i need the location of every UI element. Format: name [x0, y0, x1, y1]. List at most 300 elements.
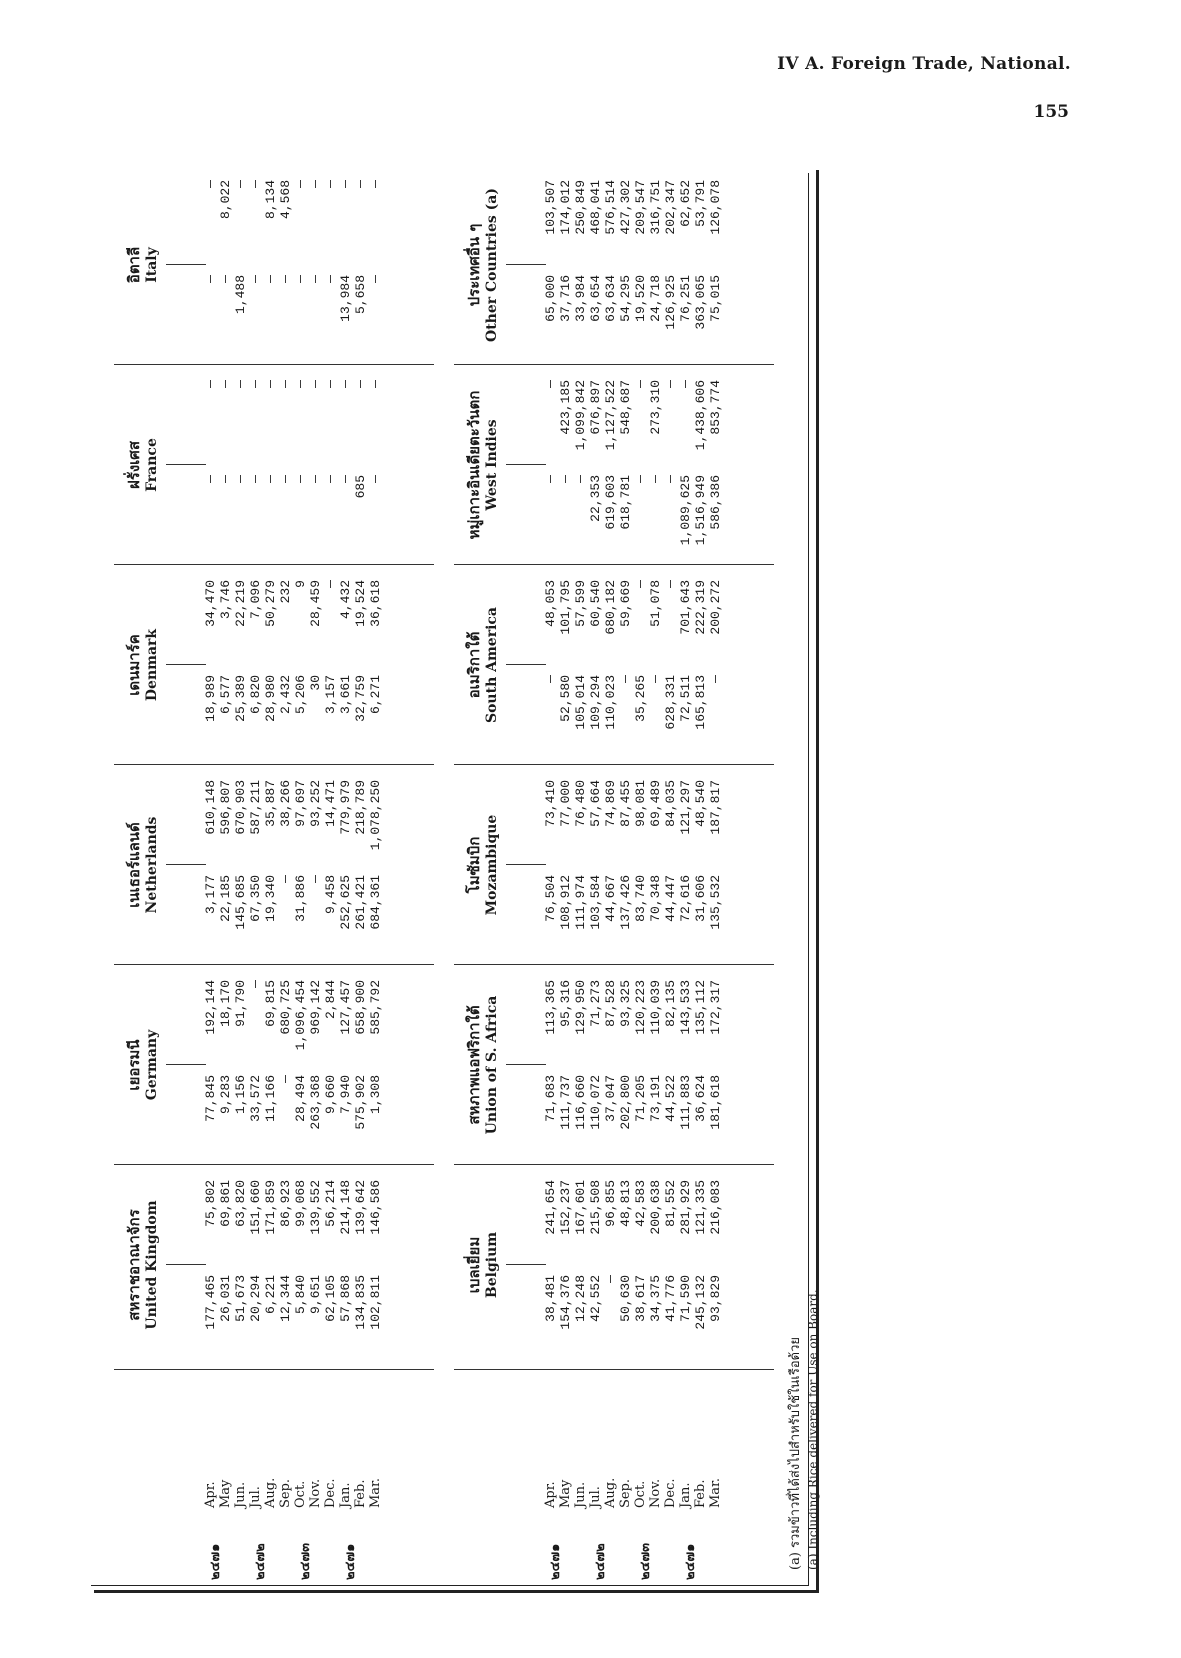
month-label: Jun. — [573, 1481, 588, 1508]
table-cell: 4,432 — [338, 580, 353, 620]
table-cell: 187,817 — [708, 780, 723, 835]
table-cell: 13,984 — [338, 275, 353, 322]
table-cell: 24,718 — [648, 275, 663, 322]
subcolumn-divider — [506, 1064, 546, 1065]
table-cell: 18,170 — [218, 980, 233, 1027]
table-cell: — — [603, 1275, 618, 1283]
table-cell: 113,365 — [543, 980, 558, 1035]
table-cell: — — [573, 475, 588, 483]
table-cell: 28,494 — [293, 1075, 308, 1122]
table-cell: — — [648, 675, 663, 683]
table-cell: 127,457 — [338, 980, 353, 1035]
country-column — [454, 770, 774, 960]
table-cell: 172,317 — [708, 980, 723, 1035]
table-cell: 65,000 — [543, 275, 558, 322]
table-cell: 108,912 — [558, 875, 573, 930]
table-cell: 33,572 — [248, 1075, 263, 1122]
table-cell: — — [368, 475, 383, 483]
year-bracket-label: ๒๔๗๑ — [343, 1543, 358, 1580]
country-column — [454, 570, 774, 760]
table-cell: 250,849 — [573, 180, 588, 235]
table-cell: 12,344 — [278, 1275, 293, 1322]
table-cell: — — [218, 275, 233, 283]
table-cell: 111,737 — [558, 1075, 573, 1130]
table-cell: 596,807 — [218, 780, 233, 835]
table-cell: 82,135 — [663, 980, 678, 1027]
table-cell: 87,455 — [618, 780, 633, 827]
subcolumn-divider — [166, 1264, 206, 1265]
table-cell: — — [323, 275, 338, 283]
table-cell: — — [663, 475, 678, 483]
column-divider — [454, 564, 774, 565]
table-cell: 75,802 — [203, 1180, 218, 1227]
month-label: Apr. — [203, 1481, 218, 1508]
country-thai-name: โมซัมบิก — [465, 836, 483, 894]
column-divider — [114, 364, 434, 365]
table-cell: 215,508 — [588, 1180, 603, 1235]
table-cell: 44,447 — [663, 875, 678, 922]
country-english-name: South America — [484, 606, 500, 724]
table-cell: 99,068 — [293, 1180, 308, 1227]
month-label: Nov. — [308, 1478, 323, 1508]
table-cell: — — [618, 675, 633, 683]
table-cell: 105,014 — [573, 675, 588, 730]
month-label: Dec. — [323, 1478, 338, 1508]
table-cell: 103,584 — [588, 875, 603, 930]
table-cell: 853,774 — [708, 380, 723, 435]
table-cell: 1,096,454 — [293, 980, 308, 1051]
table-cell: 111,883 — [678, 1075, 693, 1130]
subcolumn-divider — [166, 664, 206, 665]
table-cell: 1,516,949 — [693, 475, 708, 546]
month-label: Jul. — [248, 1486, 263, 1508]
footnote-thai: (a) รวมข้าวที่ได้ส่งไปสำหรับใช้ในเรือด้วย — [788, 1336, 803, 1570]
table-cell: 38,266 — [278, 780, 293, 827]
table-cell: 48,813 — [618, 1180, 633, 1227]
table-cell: 109,294 — [588, 675, 603, 730]
table-cell: 1,089,625 — [678, 475, 693, 546]
table-cell: 36,618 — [368, 580, 383, 627]
table-cell: 34,470 — [203, 580, 218, 627]
month-label: Oct. — [293, 1480, 308, 1508]
month-label: Jan. — [338, 1482, 353, 1508]
table-cell: — — [233, 180, 248, 188]
table-cell: 77,845 — [203, 1075, 218, 1122]
table-cell: 53,791 — [693, 180, 708, 227]
table-cell: 151,660 — [248, 1180, 263, 1235]
table-cell: — — [263, 275, 278, 283]
month-label: Dec. — [663, 1478, 678, 1508]
table-cell: 35,887 — [263, 780, 278, 827]
table-cell: 67,350 — [248, 875, 263, 922]
table-cell: 70,348 — [648, 875, 663, 922]
table-cell: — — [543, 380, 558, 388]
table-cell: 31,606 — [693, 875, 708, 922]
table-cell: 81,552 — [663, 1180, 678, 1227]
table-cell: 42,583 — [633, 1180, 648, 1227]
table-cell: — — [323, 580, 338, 588]
table-cell: — — [308, 475, 323, 483]
table-cell: 32,759 — [353, 675, 368, 722]
table-cell: 37,716 — [558, 275, 573, 322]
table-cell: 9,458 — [323, 875, 338, 915]
country-english-name: Netherlands — [144, 816, 160, 914]
table-cell: 91,790 — [233, 980, 248, 1027]
column-divider — [114, 564, 434, 565]
table-cell: 587,211 — [248, 780, 263, 835]
table-cell: 71,590 — [678, 1275, 693, 1322]
table-cell: — — [323, 380, 338, 388]
table-cell: 423,185 — [558, 380, 573, 435]
country-thai-name: อเมริกาใต้ — [465, 631, 483, 699]
table-cell: 72,511 — [678, 675, 693, 722]
month-label: Mar. — [368, 1478, 383, 1508]
table-cell: 73,191 — [648, 1075, 663, 1122]
table-cell: 51,078 — [648, 580, 663, 627]
table-cell: 684,361 — [368, 875, 383, 930]
table-cell: 93,325 — [618, 980, 633, 1027]
month-label: Feb. — [353, 1479, 368, 1508]
country-column — [114, 370, 434, 560]
table-cell: — — [203, 380, 218, 388]
table-cell: 658,900 — [353, 980, 368, 1035]
table-cell: — — [543, 475, 558, 483]
table-cell: 48,540 — [693, 780, 708, 827]
table-cell: 93,829 — [708, 1275, 723, 1322]
table-cell: 101,795 — [558, 580, 573, 635]
country-column — [454, 970, 774, 1160]
table-cell: 174,012 — [558, 180, 573, 235]
country-column — [454, 1170, 774, 1360]
table-cell: 167,601 — [573, 1180, 588, 1235]
table-cell: 676,897 — [588, 380, 603, 435]
table-cell: — — [308, 180, 323, 188]
table-cell: 1,438,606 — [693, 380, 708, 451]
table-cell: — — [663, 580, 678, 588]
table-cell: — — [263, 380, 278, 388]
table-cell: 145,685 — [233, 875, 248, 930]
table-cell: 121,297 — [678, 780, 693, 835]
column-divider — [114, 964, 434, 965]
table-cell: 468,041 — [588, 180, 603, 235]
table-cell: 137,426 — [618, 875, 633, 930]
table-cell: — — [248, 180, 263, 188]
table-cell: — — [203, 180, 218, 188]
table-cell: 71,273 — [588, 980, 603, 1027]
table-cell: 25,389 — [233, 675, 248, 722]
country-english-name: United Kingdom — [144, 1200, 160, 1330]
table-cell: 110,039 — [648, 980, 663, 1035]
table-cell: 218,789 — [353, 780, 368, 835]
subcolumn-divider — [166, 264, 206, 265]
table-cell: 63,820 — [233, 1180, 248, 1227]
table-cell: 9,660 — [323, 1075, 338, 1115]
table-cell: 126,078 — [708, 180, 723, 235]
table-cell: 41,776 — [663, 1275, 678, 1322]
table-cell: 11,166 — [263, 1075, 278, 1122]
subcolumn-divider — [506, 264, 546, 265]
year-bracket-label: ๒๔๗๒ — [593, 1543, 608, 1580]
year-bracket-label: ๒๔๗๑ — [683, 1543, 698, 1580]
table-cell: 9,651 — [308, 1275, 323, 1315]
table-cell: — — [278, 1075, 293, 1083]
month-label: Aug. — [263, 1477, 278, 1508]
table-cell: 76,480 — [573, 780, 588, 827]
table-cell: 34,375 — [648, 1275, 663, 1322]
table-cell: 56,214 — [323, 1180, 338, 1227]
month-label: Jul. — [588, 1486, 603, 1508]
table-cell: — — [278, 275, 293, 283]
table-cell: 71,683 — [543, 1075, 558, 1122]
table-cell: 50,279 — [263, 580, 278, 627]
table-cell: 126,925 — [663, 275, 678, 330]
table-cell: 316,751 — [648, 180, 663, 235]
table-cell: 171,859 — [263, 1180, 278, 1235]
table-cell: — — [293, 275, 308, 283]
month-label: Jan. — [678, 1482, 693, 1508]
table-cell: 98,081 — [633, 780, 648, 827]
table-cell: — — [368, 380, 383, 388]
table-cell: 121,335 — [693, 1180, 708, 1235]
country-thai-name: เนเธอร์แลนด์ — [125, 822, 143, 908]
table-cell: — — [293, 180, 308, 188]
country-english-name: West Indies — [484, 419, 500, 511]
table-cell: 36,624 — [693, 1075, 708, 1122]
month-label: Feb. — [693, 1479, 708, 1508]
table-cell: 4,568 — [278, 180, 293, 220]
table-cell: 28,459 — [308, 580, 323, 627]
country-english-name: Denmark — [144, 628, 160, 702]
table-cell: 685 — [353, 475, 368, 499]
table-cell: 1,127,522 — [603, 380, 618, 451]
table-cell: 177,465 — [203, 1275, 218, 1330]
table-cell: 102,811 — [368, 1275, 383, 1330]
country-english-name: Mozambique — [484, 814, 500, 916]
table-cell: 54,295 — [618, 275, 633, 322]
table-cell: 252,625 — [338, 875, 353, 930]
table-cell: 216,083 — [708, 1180, 723, 1235]
footnote-english: (a) Including Rice delivered for Use on Board. — [806, 1289, 820, 1570]
table-cell: 6,577 — [218, 675, 233, 715]
year-bracket-label: ๒๔๗๓ — [638, 1542, 653, 1580]
table-cell: 60,540 — [588, 580, 603, 627]
month-label: Jun. — [233, 1481, 248, 1508]
table-cell: — — [633, 380, 648, 388]
table-cell: — — [233, 475, 248, 483]
year-bracket-label: ๒๔๗๑ — [208, 1543, 223, 1580]
table-cell: — — [708, 675, 723, 683]
bottom-band — [454, 170, 774, 1590]
table-cell: 202,347 — [663, 180, 678, 235]
table-cell: 1,308 — [368, 1075, 383, 1115]
table-cell: 120,223 — [633, 980, 648, 1035]
table-cell: 12,248 — [573, 1275, 588, 1322]
country-column — [114, 170, 434, 360]
table-cell: 97,697 — [293, 780, 308, 827]
table-cell: 134,835 — [353, 1275, 368, 1330]
country-thai-name: หมู่เกาะอินเดียตะวันตก — [465, 390, 483, 540]
table-cell: 2,432 — [278, 675, 293, 715]
country-column — [114, 1170, 434, 1360]
table-cell: 22,185 — [218, 875, 233, 922]
table-cell: 263,368 — [308, 1075, 323, 1130]
table-cell: 69,861 — [218, 1180, 233, 1227]
table-cell: 20,294 — [248, 1275, 263, 1322]
table-cell: — — [338, 180, 353, 188]
column-divider — [114, 764, 434, 765]
table-cell: — — [248, 980, 263, 988]
country-thai-name: เบลเยี่ยม — [465, 1236, 483, 1294]
table-cell: 273,310 — [648, 380, 663, 435]
table-cell: 14,471 — [323, 780, 338, 827]
table-cell: — — [218, 475, 233, 483]
table-cell: 42,552 — [588, 1275, 603, 1322]
table-cell: 77,000 — [558, 780, 573, 827]
table-cell: 135,112 — [693, 980, 708, 1035]
table-cell: 84,035 — [663, 780, 678, 827]
table-cell: 6,820 — [248, 675, 263, 715]
table-cell: 76,504 — [543, 875, 558, 922]
table-cell: 75,015 — [708, 275, 723, 322]
country-thai-name: อิตาลี — [125, 246, 143, 284]
table-cell: — — [248, 475, 263, 483]
table-cell: 1,156 — [233, 1075, 248, 1115]
table-cell: — — [558, 475, 573, 483]
subcolumn-divider — [166, 864, 206, 865]
table-cell: — — [263, 475, 278, 483]
table-cell: 969,142 — [308, 980, 323, 1035]
table-cell: 427,302 — [618, 180, 633, 235]
country-thai-name: เยอรมนี — [125, 1039, 143, 1091]
month-label: Mar. — [708, 1478, 723, 1508]
table-cell: — — [278, 380, 293, 388]
table-cell: 30 — [308, 675, 323, 691]
table-cell: 610,148 — [203, 780, 218, 835]
table-cell: 22,219 — [233, 580, 248, 627]
table-cell: 44,522 — [663, 1075, 678, 1122]
rotated-table — [94, 170, 820, 1590]
table-cell: 86,923 — [278, 1180, 293, 1227]
table-cell: — — [648, 475, 663, 483]
table-cell: 110,023 — [603, 675, 618, 730]
table-cell: 200,638 — [648, 1180, 663, 1235]
table-cell: 214,148 — [338, 1180, 353, 1235]
table-cell: 143,533 — [678, 980, 693, 1035]
table-cell: 202,800 — [618, 1075, 633, 1130]
country-thai-name: เดนมาร์ค — [125, 634, 143, 696]
table-cell: 48,053 — [543, 580, 558, 627]
table-cell: — — [323, 180, 338, 188]
table-cell: 680,182 — [603, 580, 618, 635]
table-cell: 33,984 — [573, 275, 588, 322]
table-cell: 281,929 — [678, 1180, 693, 1235]
table-cell: 1,488 — [233, 275, 248, 315]
column-divider — [454, 964, 774, 965]
month-label: Aug. — [603, 1477, 618, 1508]
table-cell: 7,096 — [248, 580, 263, 620]
subcolumn-divider — [506, 864, 546, 865]
subcolumn-divider — [166, 1064, 206, 1065]
table-cell: 71,205 — [633, 1075, 648, 1122]
table-cell: 19,340 — [263, 875, 278, 922]
page-number: 155 — [1033, 102, 1069, 122]
table-cell: 628,331 — [663, 675, 678, 730]
table-cell: 9 — [293, 580, 308, 588]
table-cell: — — [323, 475, 338, 483]
table-cell: 8,022 — [218, 180, 233, 220]
table-cell: 83,740 — [633, 875, 648, 922]
table-cell: 165,813 — [693, 675, 708, 730]
table-cell: 9,283 — [218, 1075, 233, 1115]
table-cell: 7,940 — [338, 1075, 353, 1115]
month-label: Sep. — [618, 1478, 633, 1508]
table-cell: 6,221 — [263, 1275, 278, 1315]
table-cell: 209,547 — [633, 180, 648, 235]
table-cell: — — [308, 380, 323, 388]
month-label: Apr. — [543, 1481, 558, 1508]
country-thai-name: ฝรั่งเศส — [125, 441, 143, 489]
table-cell: 146,586 — [368, 1180, 383, 1235]
table-cell: — — [218, 380, 233, 388]
country-column — [114, 770, 434, 960]
table-cell: — — [353, 180, 368, 188]
table-cell: 3,157 — [323, 675, 338, 715]
table-cell: 69,489 — [648, 780, 663, 827]
country-column — [454, 170, 774, 360]
table-cell: 680,725 — [278, 980, 293, 1035]
table-cell: 200,272 — [708, 580, 723, 635]
table-cell: 154,376 — [558, 1275, 573, 1330]
table-cell: 5,840 — [293, 1275, 308, 1315]
month-label: May — [558, 1479, 573, 1508]
table-cell: 35,265 — [633, 675, 648, 722]
subcolumn-divider — [506, 464, 546, 465]
table-cell: 63,634 — [603, 275, 618, 322]
table-cell: 3,746 — [218, 580, 233, 620]
country-column — [114, 970, 434, 1160]
top-band — [114, 170, 434, 1590]
table-cell: — — [368, 180, 383, 188]
table-cell: 548,687 — [618, 380, 633, 435]
table-cell: 19,520 — [633, 275, 648, 322]
table-cell: 95,316 — [558, 980, 573, 1027]
table-cell: — — [278, 875, 293, 883]
column-divider — [114, 1164, 434, 1165]
table-cell: 701,643 — [678, 580, 693, 635]
month-column — [114, 1370, 434, 1590]
year-bracket-label: ๒๔๗๓ — [298, 1542, 313, 1580]
table-cell: — — [353, 380, 368, 388]
table-cell: 5,206 — [293, 675, 308, 715]
table-cell: 28,980 — [263, 675, 278, 722]
country-english-name: Belgium — [484, 1231, 500, 1299]
table-cell: 52,580 — [558, 675, 573, 722]
table-cell: 57,868 — [338, 1275, 353, 1322]
table-cell: — — [203, 275, 218, 283]
table-cell: 116,660 — [573, 1075, 588, 1130]
table-cell: 8,134 — [263, 180, 278, 220]
table-cell: — — [278, 475, 293, 483]
table-cell: — — [308, 275, 323, 283]
column-divider — [454, 764, 774, 765]
table-cell: 129,950 — [573, 980, 588, 1035]
table-cell: 73,410 — [543, 780, 558, 827]
country-english-name: Union of S. Africa — [484, 995, 500, 1135]
year-bracket-label: ๒๔๗๒ — [253, 1543, 268, 1580]
table-cell: 57,599 — [573, 580, 588, 627]
table-cell: 18,989 — [203, 675, 218, 722]
country-thai-name: สหราชอาณาจักร — [125, 1209, 143, 1321]
